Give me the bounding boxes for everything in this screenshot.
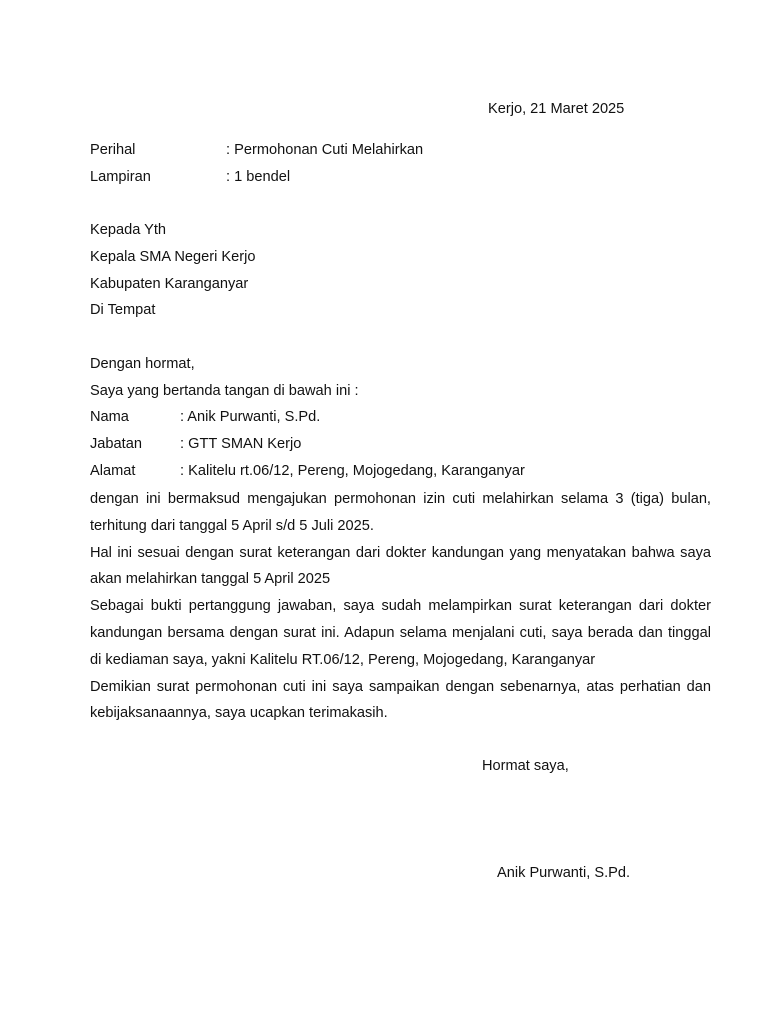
body-paragraph: dengan ini bermaksud mengajukan permohonan izin cuti melahirkan selama 3 (tiga) bulan, terhitung dari tanggal 5 April s/d 5 Juli 2025. — [90, 491, 711, 534]
jabatan-value: : GTT SMAN Kerjo — [180, 436, 302, 452]
letter-body — [90, 486, 711, 727]
perihal-value: : Permohonan Cuti Melahirkan — [226, 142, 424, 158]
body-paragraph: Sebagai bukti pertanggung jawaban, saya sudah melampirkan surat keterangan dari dokter kandungan bersama dengan surat ini. Adapun selama menjalani cuti, saya berada dan tinggal di kediaman saya, yakni Kalitelu RT.06/12, Pereng, Mojogedang, Karanganyar — [90, 598, 711, 668]
place-date: Kerjo, 21 Maret 2025 — [488, 101, 625, 117]
recipient-line: Kepala SMA Negeri Kerjo — [90, 249, 256, 265]
perihal-label: Perihal — [90, 142, 136, 158]
body-paragraph: Hal ini sesuai dengan surat keterangan dari dokter kandungan yang menyatakan bahwa saya akan melahirkan tanggal 5 April 2025 — [90, 544, 711, 588]
lampiran-label: Lampiran — [90, 169, 151, 185]
alamat-value: : Kalitelu rt.06/12, Pereng, Mojogedang, Karanganyar — [180, 463, 525, 479]
jabatan-label: Jabatan — [90, 436, 142, 452]
alamat-label: Alamat — [90, 463, 136, 479]
lampiran-value: : 1 bendel — [226, 169, 291, 185]
intro-line: Saya yang bertanda tangan di bawah ini : — [90, 383, 359, 399]
salutation: Dengan hormat, — [90, 356, 195, 372]
recipient-line: Kepada Yth — [90, 222, 167, 238]
recipient-line: Kabupaten Karanganyar — [90, 276, 249, 292]
recipient-line: Di Tempat — [90, 302, 156, 318]
body-paragraph: Demikian surat permohonan cuti ini saya sampaikan dengan sebenarnya, atas perhatian dan kebijaksanaannya, saya ucapkan terimakasih. — [90, 678, 711, 722]
nama-label: Nama — [90, 409, 129, 425]
closing: Hormat saya, — [482, 758, 569, 774]
nama-value: : Anik Purwanti, S.Pd. — [180, 409, 321, 425]
signer-name: Anik Purwanti, S.Pd. — [497, 865, 631, 881]
